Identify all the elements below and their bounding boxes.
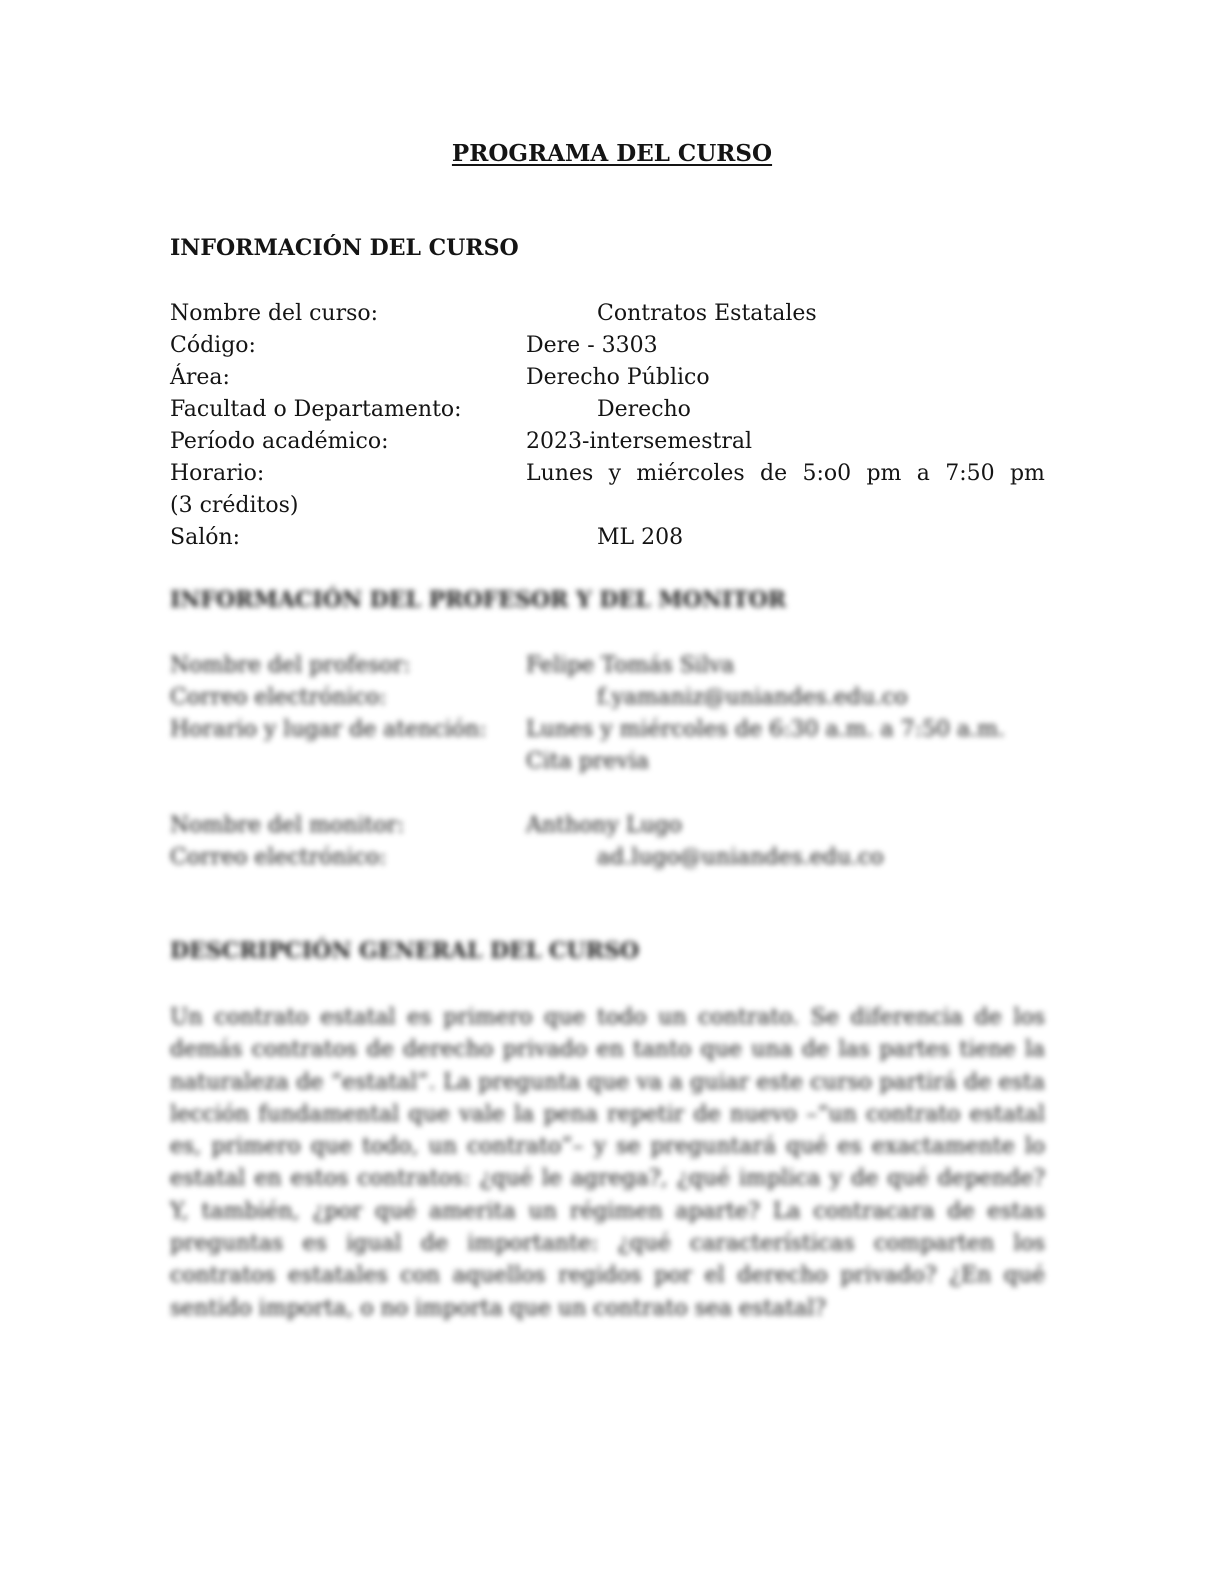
schedule-word: 5:o0 bbox=[802, 461, 852, 486]
course-name-row bbox=[170, 298, 1045, 330]
page-title: PROGRAMA DEL CURSO bbox=[451, 140, 773, 167]
schedule-word: a bbox=[916, 461, 930, 486]
schedule-word: pm bbox=[1009, 461, 1045, 486]
course-schedule-label: Horario: bbox=[170, 461, 265, 486]
schedule-word: pm bbox=[866, 461, 902, 486]
course-schedule-row bbox=[170, 458, 1045, 490]
schedule-word: de bbox=[760, 461, 788, 486]
office-hours-note: Cita previa bbox=[526, 749, 650, 774]
monitor-email-value: ad.lugo@uniandes.edu.co bbox=[597, 845, 884, 870]
professor-name-value: Felipe Tomás Silva bbox=[526, 653, 735, 678]
office-hours-value: Lunes y miércoles de 6:30 a.m. a 7:50 a.m. bbox=[526, 717, 1005, 742]
professor-email-label: Correo electrónico: bbox=[170, 685, 387, 710]
schedule-word: Lunes bbox=[526, 461, 594, 486]
professor-email-value: f.yamaniz@uniandes.edu.co bbox=[597, 685, 908, 710]
course-room-label: Salón: bbox=[170, 525, 241, 550]
schedule-word: miércoles bbox=[636, 461, 745, 486]
course-area-label: Área: bbox=[170, 365, 230, 390]
course-info-heading: INFORMACIÓN DEL CURSO bbox=[170, 235, 519, 261]
office-hours-label: Horario y lugar de atención: bbox=[170, 717, 487, 742]
course-period-row bbox=[170, 426, 1045, 458]
professor-name-label: Nombre del profesor: bbox=[170, 653, 411, 678]
description-paragraph: Un contrato estatal es primero que todo un contrato. Se diferencia de los demás contratos de derecho privado en tanto que una de las partes tiene la naturaleza de “estatal”. La pregunta que va a guiar este curso partirá de esta lección fundamental que vale la pena repetir de nuevo –“un contrato estatal es, primero que todo, un contrato”– y se preguntará qué es exactamente lo estatal en estos contratos: ¿qué le agrega?, ¿qué implica y de qué depende? Y, también, ¿por qué amerita un régimen aparte? La contracara de estas preguntas es igual de importante: ¿qué características comparten los contratos estatales con aquellos regidos por el derecho privado? ¿En qué sentido importa, o no importa que un contrato sea estatal? bbox=[170, 1005, 1045, 1321]
description-heading: DESCRIPCIÓN GENERAL DEL CURSO bbox=[170, 938, 640, 964]
schedule-word: 7:50 bbox=[945, 461, 995, 486]
course-schedule-value bbox=[526, 458, 1045, 490]
course-room-value: ML 208 bbox=[597, 525, 684, 550]
monitor-email-label: Correo electrónico: bbox=[170, 845, 387, 870]
course-name-label: Nombre del curso: bbox=[170, 301, 379, 326]
monitor-name-value: Anthony Lugo bbox=[526, 813, 683, 838]
course-faculty-label: Facultad o Departamento: bbox=[170, 397, 462, 422]
course-faculty-value: Derecho bbox=[597, 397, 691, 422]
professor-info-heading: INFORMACIÓN DEL PROFESOR Y DEL MONITOR bbox=[170, 587, 787, 613]
course-room-row bbox=[170, 522, 1045, 554]
course-period-value: 2023-intersemestral bbox=[526, 429, 752, 454]
course-name-value: Contratos Estatales bbox=[597, 301, 817, 326]
course-code-value: Dere - 3303 bbox=[526, 333, 658, 358]
course-faculty-row bbox=[170, 394, 1045, 426]
course-code-row bbox=[170, 330, 1045, 362]
monitor-name-label: Nombre del monitor: bbox=[170, 813, 405, 838]
course-period-label: Período académico: bbox=[170, 429, 389, 454]
schedule-word: y bbox=[608, 461, 622, 486]
course-area-row bbox=[170, 362, 1045, 394]
course-area-value: Derecho Público bbox=[526, 365, 710, 390]
course-credits: (3 créditos) bbox=[170, 493, 299, 518]
course-code-label: Código: bbox=[170, 333, 256, 358]
